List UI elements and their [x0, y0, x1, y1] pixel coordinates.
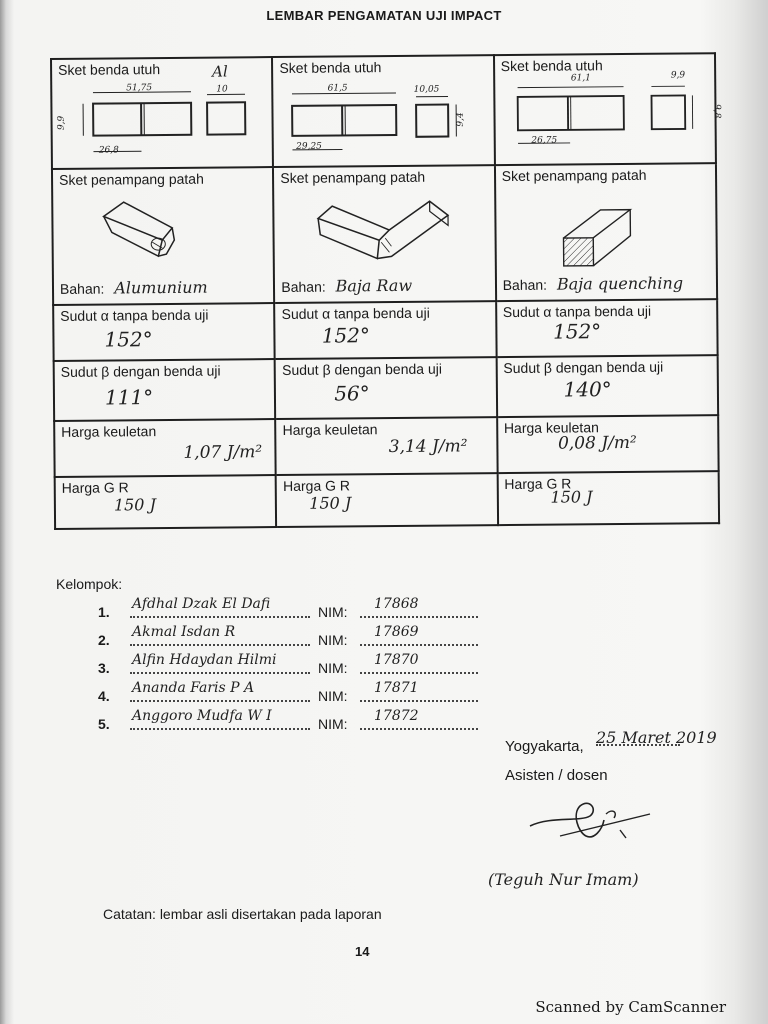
cell-gr-2	[276, 473, 498, 527]
cell-fracture-3	[495, 163, 718, 301]
member-number: 1.	[98, 604, 110, 620]
cell-sketch-whole-1	[51, 57, 273, 169]
signer-role: Asisten / dosen	[505, 767, 608, 784]
dim-length: 51,75	[126, 83, 153, 94]
material-line	[281, 276, 412, 296]
member-name: Akmal Isdan R	[132, 624, 236, 640]
cell-fracture-2	[273, 165, 496, 303]
member-number: 5.	[98, 716, 110, 732]
cell-label: Sket benda utuh	[500, 57, 603, 75]
cell-sketch-whole-3	[494, 53, 722, 165]
dim-height: 9,9	[56, 115, 67, 131]
cell-label: Sket penampang patah	[280, 168, 426, 186]
cell-gr-1	[55, 475, 277, 529]
material-label: Bahan:	[281, 278, 326, 295]
member-name: Anggoro Mudfa W I	[132, 708, 272, 724]
dim-length: 61,1	[570, 73, 591, 84]
member-nim: 17868	[374, 596, 419, 612]
cell-fracture-1	[52, 167, 275, 305]
member-row	[98, 654, 498, 678]
cell-beta-3	[496, 355, 718, 417]
dim-notch: 29,25	[296, 141, 322, 152]
beta-value: 56°	[334, 381, 370, 406]
cell-label: Harga keuletan	[503, 419, 599, 437]
footnote: Catatan: lembar asli disertakan pada laporan	[103, 906, 382, 922]
cell-label: Sudut α tanpa benda uji	[502, 302, 652, 321]
cell-alpha-1	[53, 303, 275, 361]
cell-label: Sket penampang patah	[501, 166, 647, 185]
dim-notch: 26,8	[98, 145, 119, 156]
cell-sketch-whole-2	[272, 55, 494, 167]
cell-alpha-2	[274, 301, 496, 359]
assistant-name: (Teguh Nur Imam)	[488, 870, 639, 889]
cell-label: Harga keuletan	[61, 423, 157, 440]
member-number: 4.	[98, 688, 110, 704]
dim-width: 10,05	[413, 84, 440, 95]
nim-label: NIM:	[318, 604, 348, 620]
signing-city: Yogyakarta,	[505, 738, 584, 755]
table-row-sketch-whole	[51, 53, 716, 169]
cell-beta-2	[275, 357, 497, 419]
nim-label: NIM:	[318, 688, 348, 704]
member-nim: 17869	[374, 624, 419, 640]
gr-value: 150 J	[309, 493, 352, 513]
group-label: Kelompok:	[56, 576, 123, 592]
cell-toughness-1	[54, 419, 276, 477]
material-value: Alumunium	[114, 277, 208, 298]
member-row	[98, 682, 498, 706]
cell-gr-3	[497, 471, 719, 525]
alpha-value: 152°	[321, 323, 371, 348]
nim-label: NIM:	[318, 632, 348, 648]
table-row-gr	[55, 471, 719, 529]
beta-value: 140°	[563, 377, 612, 402]
member-number: 2.	[98, 632, 110, 648]
cell-label: Sudut α tanpa benda uji	[60, 306, 209, 324]
member-row	[98, 598, 498, 622]
table-row-alpha	[53, 299, 717, 361]
cell-label: Harga keuletan	[282, 421, 378, 438]
observation-table	[50, 52, 720, 530]
dim-width: 10	[216, 84, 228, 95]
scanner-watermark: Scanned by CamScanner	[535, 998, 726, 1016]
member-name: Afdhal Dzak El Dafi	[132, 596, 271, 612]
toughness-value: 1,07 J/m²	[183, 442, 263, 463]
cell-toughness-3	[497, 415, 719, 473]
material-label: Bahan:	[59, 280, 105, 297]
gr-value: 150 J	[550, 487, 593, 507]
member-row	[98, 710, 498, 734]
dim-notch: 26,75	[531, 135, 558, 146]
page-title: LEMBAR PENGAMATAN UJI IMPACT	[266, 8, 502, 23]
member-nim: 17871	[374, 680, 419, 696]
signing-date: 25 Maret 2019	[596, 728, 717, 747]
member-nim: 17872	[374, 708, 419, 724]
cell-label: Sudut β dengan benda uji	[281, 360, 442, 378]
member-row	[98, 626, 498, 650]
handwritten-signature	[520, 786, 660, 866]
cell-label: Sudut β dengan benda uji	[503, 358, 664, 377]
material-value: Baja quenching	[556, 273, 684, 294]
dim-height: 9,4	[455, 112, 467, 127]
member-name: Ananda Faris P A	[132, 680, 255, 696]
nim-label: NIM:	[318, 660, 348, 676]
cell-label: Sket benda utuh	[279, 59, 382, 76]
cell-label: Harga G R	[61, 479, 129, 496]
material-line	[60, 278, 208, 298]
material-label: Bahan:	[502, 276, 548, 294]
material-line	[503, 273, 684, 294]
cell-label: Harga G R	[504, 475, 572, 493]
cell-label: Harga G R	[283, 477, 351, 494]
alpha-value: 152°	[104, 327, 153, 352]
table-row-fracture	[52, 163, 717, 305]
sketch-note: Al	[212, 62, 228, 81]
cell-toughness-2	[275, 417, 497, 475]
dim-length: 61,5	[327, 83, 348, 94]
table-row-beta	[54, 355, 718, 421]
gr-value: 150 J	[113, 495, 157, 515]
toughness-value: 3,14 J/m²	[388, 436, 468, 458]
member-number: 3.	[98, 660, 110, 676]
alpha-value: 152°	[552, 319, 602, 344]
cell-label: Sudut β dengan benda uji	[60, 362, 221, 380]
cell-alpha-3	[496, 299, 718, 357]
member-nim: 17870	[374, 652, 419, 668]
toughness-value: 0,08 J/m²	[557, 432, 637, 454]
cell-beta-1	[54, 359, 276, 421]
dim-width: 9,9	[670, 70, 686, 81]
nim-label: NIM:	[318, 716, 348, 732]
material-value: Baja Raw	[335, 275, 413, 296]
cell-label: Sket penampang patah	[58, 170, 204, 188]
cell-label: Sudut α tanpa benda uji	[281, 304, 430, 322]
table-row-toughness	[54, 415, 718, 477]
cell-label: Sket benda utuh	[58, 61, 161, 78]
member-name: Alfin Hdaydan Hilmi	[132, 652, 277, 668]
beta-value: 111°	[104, 385, 154, 410]
page-number: 14	[355, 944, 370, 959]
dim-height: 9,8	[711, 103, 722, 119]
